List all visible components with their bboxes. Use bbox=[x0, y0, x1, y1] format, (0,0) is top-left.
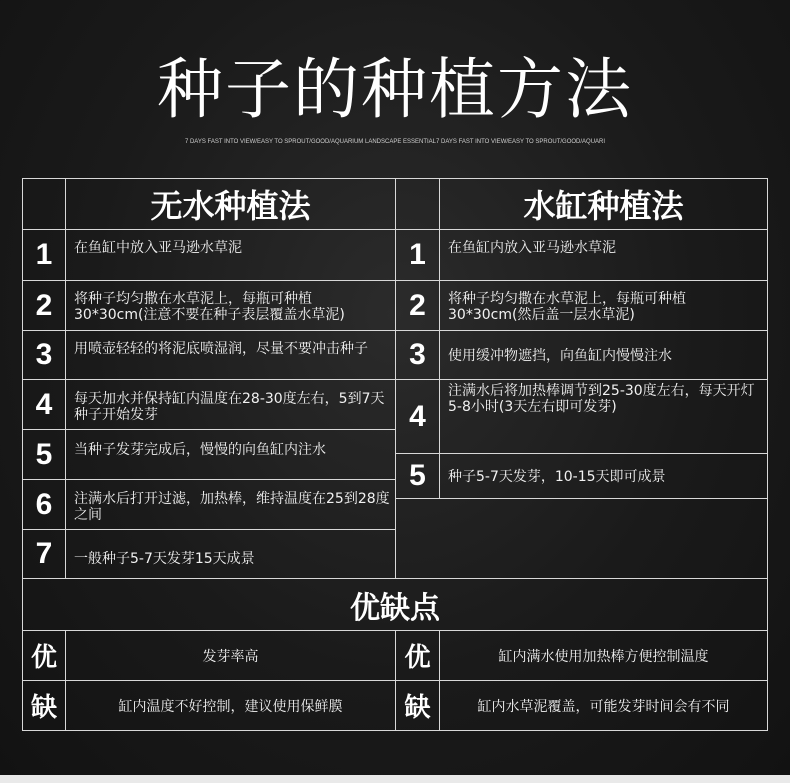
left-step-6-number: 6 bbox=[22, 479, 66, 530]
page-subtitle: 7 DAYS FAST INTO VIEW/EASY TO SPROUT/GOOD/AQUARIUM LANDSCAPE ESSENTIAL7 DAYS FAST INTO VIEW/EASY TO SPROUT/GOOD/AQUARI bbox=[184, 139, 606, 145]
right-step-3-number: 3 bbox=[395, 330, 440, 380]
right-step-2-number: 2 bbox=[395, 280, 440, 331]
right-header: 水缸种植法 bbox=[439, 178, 768, 230]
left-step-6-text: 注满水后打开过滤，加热棒，维持温度在25到28度之间 bbox=[65, 479, 396, 530]
left-step-3-text: 用喷壶轻轻的将泥底喷湿润，尽量不要冲击种子 bbox=[65, 330, 396, 380]
left-step-5-number: 5 bbox=[22, 429, 66, 480]
left-step-3-number: 3 bbox=[22, 330, 66, 380]
left-pro-label: 优 bbox=[22, 630, 66, 681]
footer-strip bbox=[0, 775, 790, 783]
left-step-1-text: 在鱼缸中放入亚马逊水草泥 bbox=[65, 229, 396, 281]
right-step-1-number: 1 bbox=[395, 229, 440, 281]
right-step-2-text: 将种子均匀撒在水草泥上，每瓶可种植30*30cm(然后盖一层水草泥) bbox=[439, 280, 768, 331]
right-step-4-text: 注满水后将加热棒调节到25-30度左右，每天开灯5-8小时(3天左右即可发芽) bbox=[439, 379, 768, 454]
left-con-label: 缺 bbox=[22, 680, 66, 731]
right-step-1-text: 在鱼缸内放入亚马逊水草泥 bbox=[439, 229, 768, 281]
right-empty-cell bbox=[395, 498, 768, 579]
right-con-label: 缺 bbox=[395, 680, 440, 731]
left-step-4-text: 每天加水并保持缸内温度在28-30度左右，5到7天种子开始发芽 bbox=[65, 379, 396, 430]
right-pro-label: 优 bbox=[395, 630, 440, 681]
left-con-text: 缸内温度不好控制，建议使用保鲜膜 bbox=[65, 680, 396, 731]
left-step-7-text: 一般种子5-7天发芽15天成景 bbox=[65, 529, 396, 579]
proscons-header: 优缺点 bbox=[22, 578, 768, 631]
left-step-5-text: 当种子发芽完成后，慢慢的向鱼缸内注水 bbox=[65, 429, 396, 480]
page-title: 种子的种植方法 bbox=[157, 51, 633, 128]
left-header: 无水种植法 bbox=[65, 178, 396, 230]
left-pro-text: 发芽率高 bbox=[65, 630, 396, 681]
right-step-5-text: 种子5-7天发芽，10-15天即可成景 bbox=[439, 453, 768, 499]
left-step-4-number: 4 bbox=[22, 379, 66, 430]
left-step-2-text: 将种子均匀撒在水草泥上，每瓶可种植30*30cm(注意不要在种子表层覆盖水草泥) bbox=[65, 280, 396, 331]
left-step-7-number: 7 bbox=[22, 529, 66, 579]
right-step-5-number: 5 bbox=[395, 453, 440, 499]
left-step-1-number: 1 bbox=[22, 229, 66, 281]
right-step-4-number: 4 bbox=[395, 379, 440, 454]
left-header-num-cell bbox=[22, 178, 66, 230]
right-header-num-cell bbox=[395, 178, 440, 230]
right-pro-text: 缸内满水使用加热棒方便控制温度 bbox=[439, 630, 768, 681]
left-step-2-number: 2 bbox=[22, 280, 66, 331]
right-step-3-text: 使用缓冲物遮挡，向鱼缸内慢慢注水 bbox=[439, 330, 768, 380]
right-con-text: 缸内水草泥覆盖，可能发芽时间会有不同 bbox=[439, 680, 768, 731]
